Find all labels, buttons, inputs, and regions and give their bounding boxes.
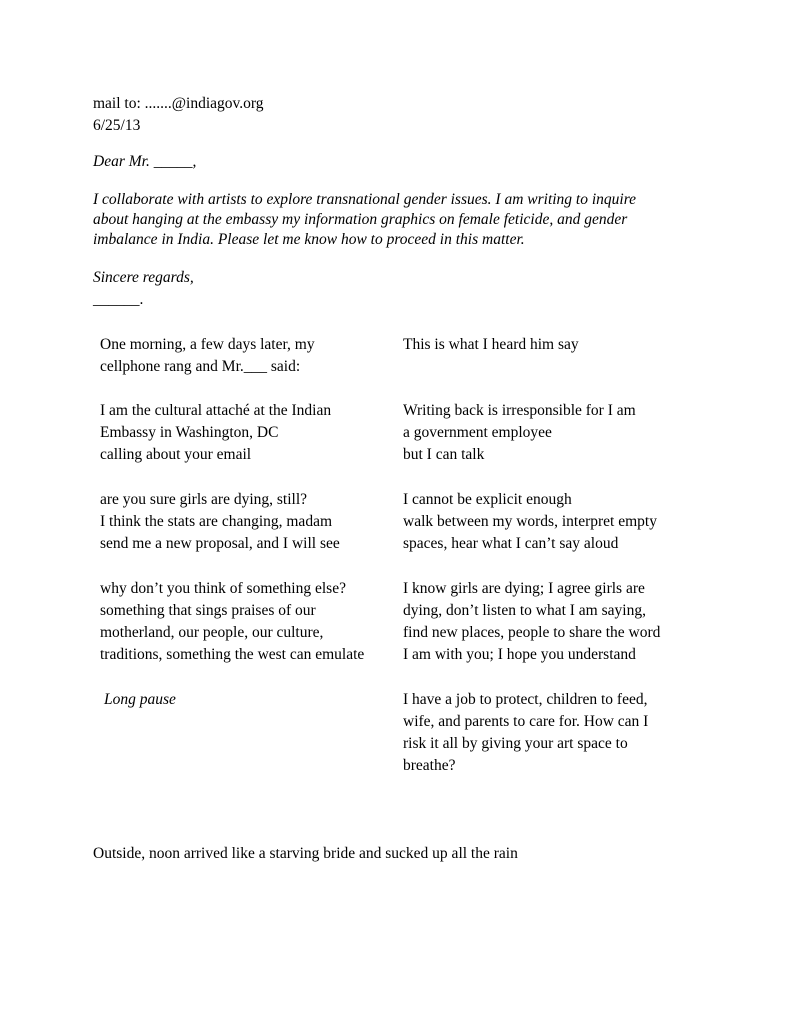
poem-line: spaces, hear what I can’t say aloud xyxy=(403,535,619,552)
signature-line: ______. xyxy=(93,291,144,308)
poem-line: send me a new proposal, and I will see xyxy=(100,535,340,552)
poem-line: I think the stats are changing, madam xyxy=(100,513,333,530)
poem-line: find new places, people to share the word xyxy=(403,624,661,641)
closing-line: Outside, noon arrived like a starving bride and sucked up all the rain xyxy=(93,845,518,862)
poem-line: breathe? xyxy=(403,757,456,774)
poem-line: motherland, our people, our culture, xyxy=(100,624,324,641)
poem-line: something that sings praises of our xyxy=(100,602,316,619)
right-stanza-1 xyxy=(403,334,579,356)
salutation: Dear Mr. _____, xyxy=(93,153,197,170)
poem-line: I cannot be explicit enough xyxy=(403,491,572,508)
poem-line: but I can talk xyxy=(403,446,485,463)
left-stanza-3 xyxy=(100,489,340,555)
closing: Sincere regards, xyxy=(93,269,194,286)
poem-line: I have a job to protect, children to feed, xyxy=(403,691,648,708)
poem-line: are you sure girls are dying, still? xyxy=(100,491,308,508)
right-stanza-4 xyxy=(403,578,660,666)
poem-line: One morning, a few days later, my xyxy=(100,336,315,353)
stage-direction: Long pause xyxy=(104,691,176,708)
poem-line: Embassy in Washington, DC xyxy=(100,424,279,441)
letter-body-line: I collaborate with artists to explore transnational gender issues. I am writing to inquire xyxy=(93,191,637,208)
poem-line: I know girls are dying; I agree girls are xyxy=(403,580,645,597)
right-stanza-3 xyxy=(403,489,657,555)
letter-body-line: about hanging at the embassy my information graphics on female feticide, and gender xyxy=(93,211,628,228)
poem-line: wife, and parents to care for. How can I xyxy=(403,713,649,730)
poem-line: walk between my words, interpret empty xyxy=(403,513,657,530)
poem-line: why don’t you think of something else? xyxy=(100,580,346,597)
poem-line: I am the cultural attaché at the Indian xyxy=(100,402,332,419)
poem-line: This is what I heard him say xyxy=(403,336,579,353)
left-stanza-4 xyxy=(100,578,364,666)
date-line: 6/25/13 xyxy=(93,117,141,134)
left-stanza-2 xyxy=(100,400,331,466)
poem-line: traditions, something the west can emulate xyxy=(100,646,365,663)
poem-line: Writing back is irresponsible for I am xyxy=(403,402,636,419)
poem-line: dying, don’t listen to what I am saying, xyxy=(403,602,646,619)
left-stanza-1 xyxy=(100,334,315,378)
right-stanza-5 xyxy=(403,689,648,777)
poem-line: cellphone rang and Mr.___ said: xyxy=(100,358,301,375)
mail-to-line: mail to: .......@indiagov.org xyxy=(93,95,264,112)
right-stanza-2 xyxy=(403,400,636,466)
poem-line: a government employee xyxy=(403,424,552,441)
letter-body-line: imbalance in India. Please let me know how to proceed in this matter. xyxy=(93,231,525,248)
poem-line: risk it all by giving your art space to xyxy=(403,735,628,752)
poem-line: I am with you; I hope you understand xyxy=(403,646,636,663)
left-stanza-5 xyxy=(104,689,176,711)
poem-line: calling about your email xyxy=(100,446,252,463)
